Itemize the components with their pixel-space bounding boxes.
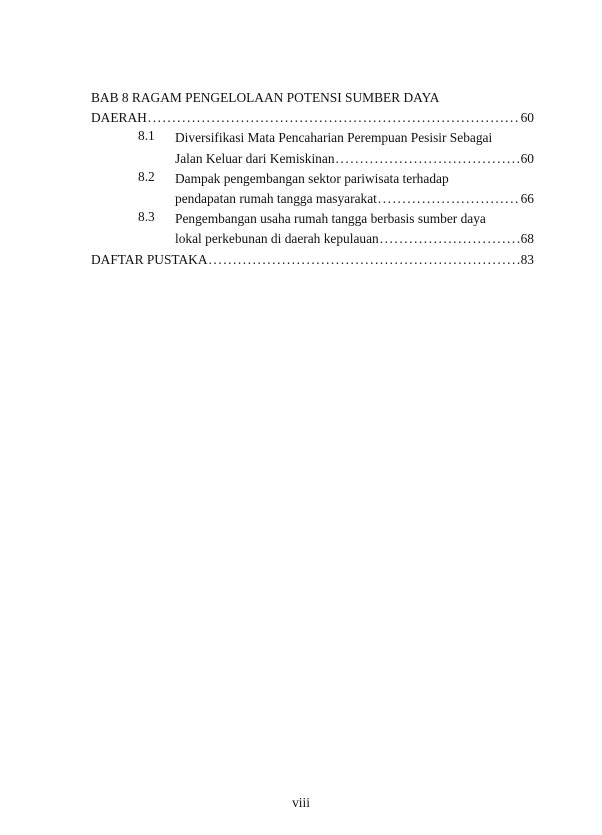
dot-leader [336,149,520,169]
toc-section-8-1 [91,128,534,168]
section-number: 8.3 [138,209,155,225]
section-title-line2: pendapatan rumah tangga masyarakat [175,190,377,206]
dot-leader [209,250,520,270]
section-page-number: 60 [520,150,534,166]
chapter-title-line2: DAERAH [91,110,147,126]
section-page-number: 66 [520,190,534,206]
section-title-line1: Pengembangan usaha rumah tangga berbasis sumber daya [175,211,486,227]
bibliography-page-number: 83 [520,251,534,267]
chapter-page-number: 60 [520,110,534,126]
section-number: 8.1 [138,128,155,144]
chapter-title-line1: BAB 8 RAGAM PENGELOLAAN POTENSI SUMBER DAYA [91,90,440,105]
section-title-line2: lokal perkebunan di daerah kepulauan [175,231,379,247]
section-title-line1: Diversifikasi Mata Pencaharian Perempuan Pesisir Sebagai [175,130,493,146]
toc-chapter-8 [91,88,534,128]
dot-leader [378,189,520,209]
section-page-number: 68 [520,231,534,247]
dot-leader [148,108,520,128]
bibliography-label: DAFTAR PUSTAKA [91,251,208,267]
toc-bibliography [91,250,534,270]
dot-leader [380,229,520,249]
page-number-footer: viii [292,795,310,810]
section-title-line2: Jalan Keluar dari Kemiskinan [175,150,335,166]
toc-section-8-2 [91,169,534,209]
section-title-line1: Dampak pengembangan sektor pariwisata terhadap [175,170,449,186]
toc-section-8-3 [91,209,534,249]
section-number: 8.2 [138,168,155,184]
table-of-contents [91,88,534,270]
